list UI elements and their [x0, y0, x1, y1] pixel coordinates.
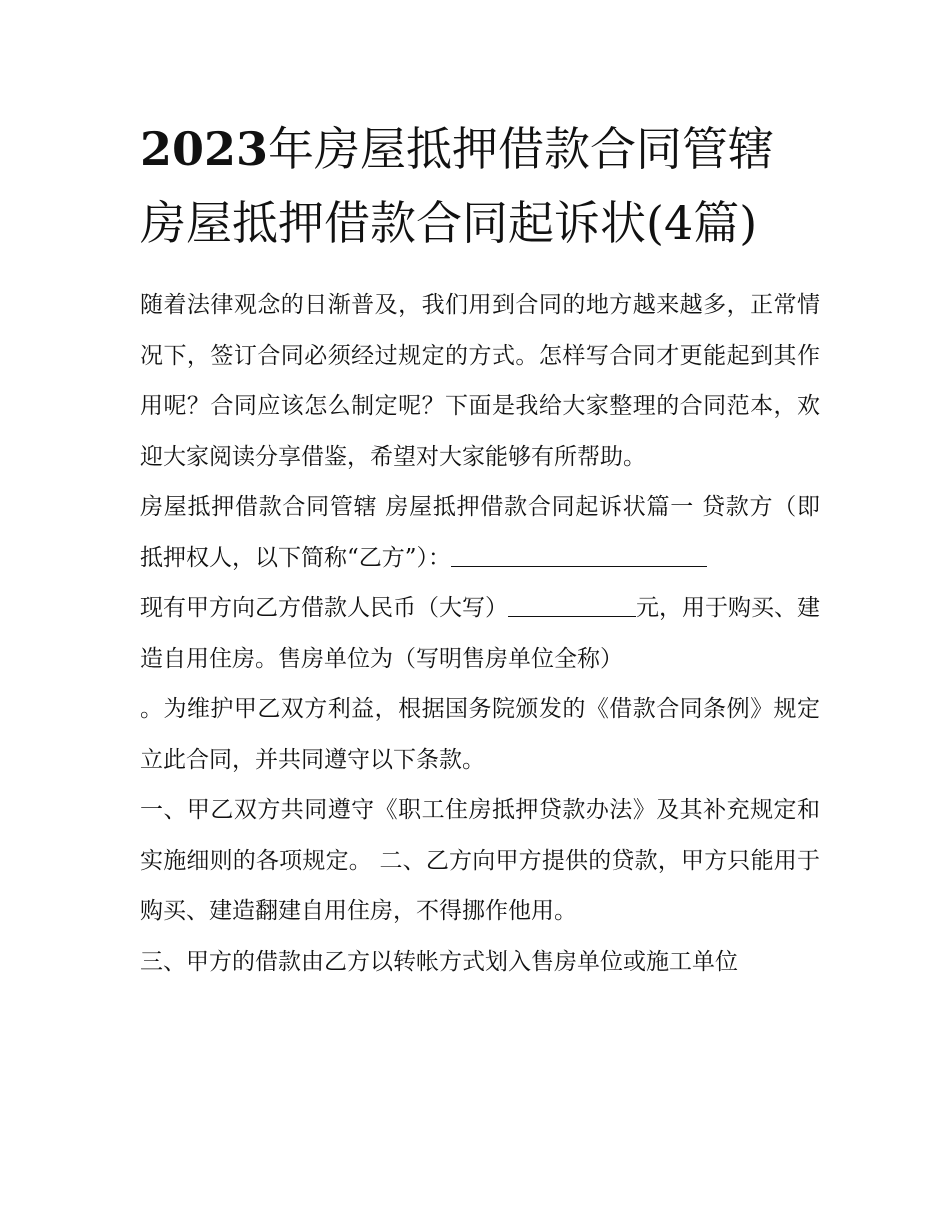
lender-line: 房屋抵押借款合同管辖 房屋抵押借款合同起诉状篇一 贷款方（即抵押权人，以下简称“乙方”）：	[140, 494, 820, 571]
title-text: 年房屋抵押借款合同管辖房屋抵押借款合同起诉状(4篇)	[140, 122, 775, 250]
contract-paragraph-1	[140, 482, 820, 684]
document-title	[140, 112, 820, 260]
contract-paragraph-3: 一、甲乙双方共同遵守《职工住房抵押贷款办法》及其补充规定和实施细则的各项规定。 二、乙方向甲方提供的贷款，甲方只能用于购买、建造翻建自用住房，不得挪作他用。	[140, 797, 820, 924]
amount-blank	[508, 588, 636, 617]
loan-amount-line: 现有甲方向乙方借款人民币（大写）	[140, 595, 508, 621]
title-year: 2023	[140, 122, 269, 176]
intro-paragraph: 随着法律观念的日渐普及，我们用到合同的地方越来越多，正常情况下，签订合同必须经过规定的方式。怎样写合同才更能起到其作用呢？合同应该怎么制定呢？下面是我给大家整理的合同范本，欢迎大家阅读分享借鉴，希望对大家能够有所帮助。	[140, 292, 820, 470]
loan-purpose-line: 元，用于购买、建造自用住房。售房单位为（写明售房单位全称）	[140, 595, 820, 672]
document-page	[140, 112, 820, 987]
contract-paragraph-2: 。为维护甲乙双方利益，根据国务院颁发的《借款合同条例》规定立此合同，并共同遵守以下条款。	[140, 696, 820, 773]
contract-paragraph-4: 三、甲方的借款由乙方以转帐方式划入售房单位或施工单位	[140, 948, 738, 975]
lender-blank	[451, 538, 707, 567]
